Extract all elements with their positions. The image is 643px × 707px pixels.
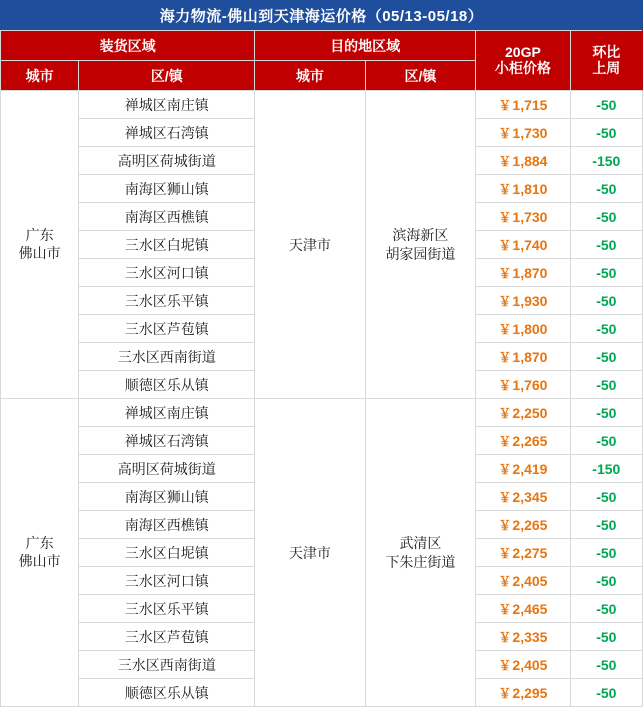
price-cell xyxy=(476,315,570,343)
header-origin-group: 装货区域 xyxy=(1,31,255,61)
price-value: 1,810 xyxy=(512,181,548,197)
diff-cell: -50 xyxy=(570,539,642,567)
price-cell xyxy=(476,175,570,203)
price-value: 2,275 xyxy=(512,545,548,561)
origin-city-line2: 佛山市 xyxy=(18,552,61,569)
diff-cell: -50 xyxy=(570,483,642,511)
price-cell xyxy=(476,371,570,399)
price-value: 2,465 xyxy=(512,601,548,617)
price-cell xyxy=(476,399,570,427)
price-cell xyxy=(476,91,570,119)
header-origin-city: 城市 xyxy=(1,61,79,91)
diff-cell: -50 xyxy=(570,315,642,343)
header-price-line1: 20GP xyxy=(505,43,541,60)
currency-symbol: ￥ xyxy=(498,126,512,141)
origin-district-cell: 南海区狮山镇 xyxy=(79,483,255,511)
currency-symbol: ￥ xyxy=(498,98,512,113)
diff-cell: -50 xyxy=(570,679,642,707)
origin-district-cell: 三水区白坭镇 xyxy=(79,539,255,567)
header-price-line2: 小柜价格 xyxy=(494,59,551,76)
price-value: 2,265 xyxy=(512,433,548,449)
price-cell xyxy=(476,651,570,679)
price-cell xyxy=(476,483,570,511)
origin-district-cell: 高明区荷城街道 xyxy=(79,147,255,175)
price-value: 1,930 xyxy=(512,293,548,309)
price-cell xyxy=(476,567,570,595)
currency-symbol: ￥ xyxy=(498,546,512,561)
price-value: 1,760 xyxy=(512,377,548,393)
price-cell xyxy=(476,203,570,231)
currency-symbol: ￥ xyxy=(498,238,512,253)
diff-cell: -50 xyxy=(570,399,642,427)
price-cell xyxy=(476,231,570,259)
price-value: 1,884 xyxy=(512,153,548,169)
origin-district-cell: 禅城区石湾镇 xyxy=(79,427,255,455)
dest-district-line1: 武清区 xyxy=(399,535,442,552)
origin-district-cell: 三水区乐平镇 xyxy=(79,287,255,315)
dest-district-line1: 滨海新区 xyxy=(392,227,449,244)
diff-cell: -50 xyxy=(570,651,642,679)
origin-district-cell: 南海区西樵镇 xyxy=(79,511,255,539)
origin-district-cell: 三水区河口镇 xyxy=(79,567,255,595)
page-title: 海力物流-佛山到天津海运价格（05/13-05/18） xyxy=(0,0,643,30)
diff-cell: -150 xyxy=(570,147,642,175)
header-price xyxy=(476,31,570,91)
origin-district-cell: 顺德区乐从镇 xyxy=(79,679,255,707)
currency-symbol: ￥ xyxy=(498,686,512,701)
origin-district-cell: 三水区西南街道 xyxy=(79,651,255,679)
price-table xyxy=(0,30,643,707)
price-cell xyxy=(476,427,570,455)
currency-symbol: ￥ xyxy=(498,210,512,225)
dest-district-line2: 下朱庄街道 xyxy=(385,553,456,570)
origin-city-line2: 佛山市 xyxy=(18,244,61,261)
diff-cell: -50 xyxy=(570,623,642,651)
price-cell xyxy=(476,511,570,539)
origin-district-cell: 三水区白坭镇 xyxy=(79,231,255,259)
origin-district-cell: 三水区芦苞镇 xyxy=(79,315,255,343)
origin-district-cell: 南海区西樵镇 xyxy=(79,203,255,231)
price-cell xyxy=(476,539,570,567)
currency-symbol: ￥ xyxy=(498,406,512,421)
currency-symbol: ￥ xyxy=(498,378,512,393)
price-value: 1,715 xyxy=(512,97,548,113)
currency-symbol: ￥ xyxy=(498,154,512,169)
header-diff xyxy=(570,31,642,91)
currency-symbol: ￥ xyxy=(498,490,512,505)
price-value: 2,250 xyxy=(512,405,548,421)
header-diff-line1: 环比 xyxy=(592,43,621,60)
currency-symbol: ￥ xyxy=(498,182,512,197)
diff-cell: -50 xyxy=(570,343,642,371)
diff-cell: -50 xyxy=(570,231,642,259)
origin-district-cell: 三水区乐平镇 xyxy=(79,595,255,623)
origin-district-cell: 高明区荷城街道 xyxy=(79,455,255,483)
price-cell xyxy=(476,147,570,175)
price-value: 2,345 xyxy=(512,489,548,505)
price-cell xyxy=(476,595,570,623)
price-cell xyxy=(476,259,570,287)
currency-symbol: ￥ xyxy=(498,350,512,365)
price-cell xyxy=(476,287,570,315)
origin-district-cell: 南海区狮山镇 xyxy=(79,175,255,203)
origin-district-cell: 顺德区乐从镇 xyxy=(79,371,255,399)
price-cell xyxy=(476,679,570,707)
header-dest-city: 城市 xyxy=(255,61,366,91)
price-value: 2,295 xyxy=(512,685,548,701)
header-diff-line2: 上周 xyxy=(592,59,621,76)
diff-cell: -50 xyxy=(570,567,642,595)
price-value: 2,419 xyxy=(512,461,548,477)
price-cell xyxy=(476,455,570,483)
origin-district-cell: 禅城区石湾镇 xyxy=(79,119,255,147)
diff-cell: -50 xyxy=(570,175,642,203)
currency-symbol: ￥ xyxy=(498,658,512,673)
diff-cell: -50 xyxy=(570,287,642,315)
origin-district-cell: 禅城区南庄镇 xyxy=(79,91,255,119)
price-value: 1,740 xyxy=(512,237,548,253)
currency-symbol: ￥ xyxy=(498,294,512,309)
dest-district-cell xyxy=(365,399,476,707)
price-cell xyxy=(476,623,570,651)
diff-cell: -50 xyxy=(570,91,642,119)
origin-district-cell: 三水区西南街道 xyxy=(79,343,255,371)
origin-city-cell xyxy=(1,91,79,399)
diff-cell: -50 xyxy=(570,427,642,455)
dest-district-cell xyxy=(365,91,476,399)
diff-cell: -150 xyxy=(570,455,642,483)
price-value: 1,730 xyxy=(512,125,548,141)
diff-cell: -50 xyxy=(570,595,642,623)
diff-cell: -50 xyxy=(570,119,642,147)
currency-symbol: ￥ xyxy=(498,266,512,281)
currency-symbol: ￥ xyxy=(498,602,512,617)
currency-symbol: ￥ xyxy=(498,322,512,337)
price-value: 1,800 xyxy=(512,321,548,337)
table-header-group-row xyxy=(1,31,643,61)
price-value: 2,405 xyxy=(512,573,548,589)
origin-city-cell xyxy=(1,399,79,707)
currency-symbol: ￥ xyxy=(498,434,512,449)
currency-symbol: ￥ xyxy=(498,518,512,533)
table-row xyxy=(1,399,643,427)
table-body xyxy=(1,91,643,707)
dest-city-cell: 天津市 xyxy=(255,399,366,707)
origin-district-cell: 三水区河口镇 xyxy=(79,259,255,287)
price-value: 1,870 xyxy=(512,265,548,281)
origin-district-cell: 禅城区南庄镇 xyxy=(79,399,255,427)
price-cell xyxy=(476,343,570,371)
dest-city-cell: 天津市 xyxy=(255,91,366,399)
header-dest-district: 区/镇 xyxy=(365,61,476,91)
currency-symbol: ￥ xyxy=(498,630,512,645)
price-cell xyxy=(476,119,570,147)
header-origin-district: 区/镇 xyxy=(79,61,255,91)
diff-cell: -50 xyxy=(570,203,642,231)
price-value: 2,405 xyxy=(512,657,548,673)
origin-city-line1: 广东 xyxy=(25,227,54,243)
currency-symbol: ￥ xyxy=(498,462,512,477)
origin-district-cell: 三水区芦苞镇 xyxy=(79,623,255,651)
diff-cell: -50 xyxy=(570,259,642,287)
price-value: 2,265 xyxy=(512,517,548,533)
header-dest-group: 目的地区域 xyxy=(255,31,476,61)
origin-city-line1: 广东 xyxy=(25,535,54,551)
diff-cell: -50 xyxy=(570,371,642,399)
price-value: 2,335 xyxy=(512,629,548,645)
price-value: 1,730 xyxy=(512,209,548,225)
dest-district-line2: 胡家园街道 xyxy=(385,245,456,262)
price-value: 1,870 xyxy=(512,349,548,365)
diff-cell: -50 xyxy=(570,511,642,539)
currency-symbol: ￥ xyxy=(498,574,512,589)
table-row xyxy=(1,91,643,119)
